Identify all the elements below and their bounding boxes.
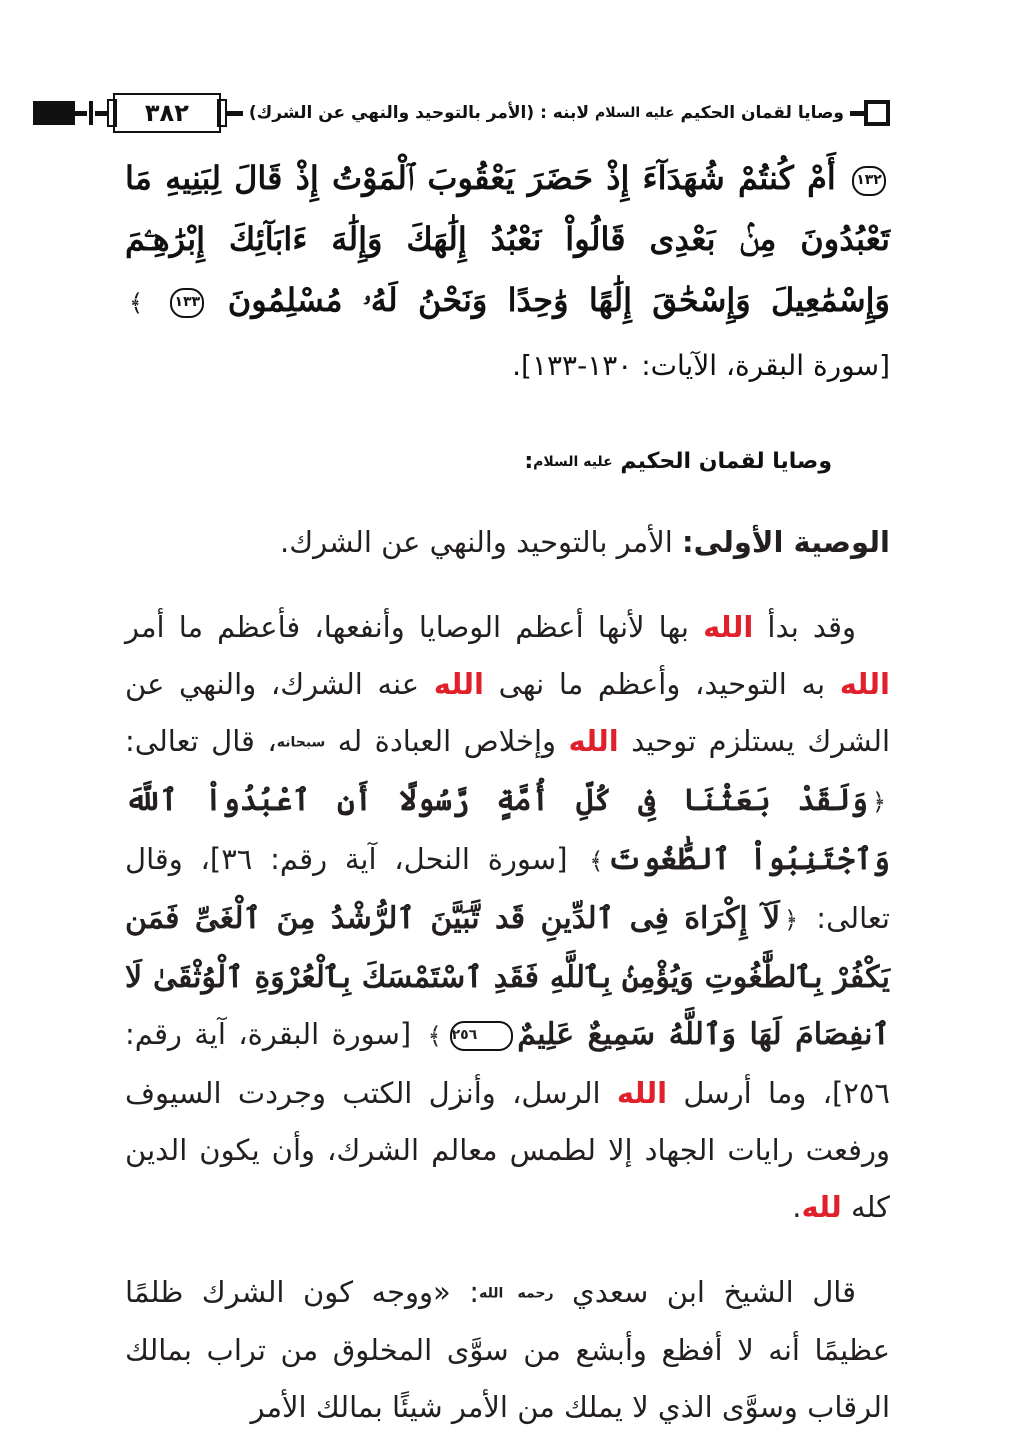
quran-bracket-close: ﴾ — [589, 847, 603, 875]
text-run: . — [792, 1190, 801, 1224]
text-run: وقد بدأ — [753, 610, 856, 644]
paragraph-ibn-saadi-quote — [125, 1264, 890, 1436]
text-run: ، قال تعالى: — [125, 724, 277, 758]
surah-reference: [سورة النحل، آية رقم: ٣٦]، وقال تعالى: — [125, 842, 890, 935]
header-rule — [225, 111, 243, 116]
divine-name: الله — [434, 667, 484, 701]
divine-name: لله — [801, 1190, 841, 1224]
section-heading-text: وصايا لقمان الحكيم — [620, 449, 832, 474]
page-number: ٣٨٢ — [145, 99, 189, 127]
surah-reference: [سورة البقرة، الآيات: ١٣٠-١٣٣]. — [512, 349, 890, 382]
section-heading — [125, 442, 890, 482]
page-header — [125, 88, 890, 138]
advice-label: الوصية الأولى: — [682, 525, 890, 559]
verse-number-132: ١٣٢ — [852, 166, 886, 196]
header-ornament-open-box — [864, 100, 890, 126]
verse-number-133: ١٣٣ — [170, 288, 204, 318]
text-run: قال الشيخ ابن سعدي — [554, 1275, 856, 1309]
text-run: : «ووجه كون الشرك ظلمًا عظيمًا أنه لا أفظع وأبشع من سوَّى المخلوق من تراب بمالك الرقاب وسوَّى الذي لا يملك من الأمر شيئًا بمالك الأمر — [125, 1275, 890, 1425]
honorific-rahimahullah: رحمه الله — [479, 1285, 553, 1301]
running-title-main: وصايا لقمان الحكيم — [680, 103, 844, 123]
divine-name: الله — [617, 1076, 667, 1110]
page-number-frame — [113, 93, 221, 133]
paragraph-first-advice — [125, 514, 890, 571]
section-heading-honorific: عليه السلام — [533, 454, 613, 470]
verse-number-256: ٢٥٦ — [450, 1021, 514, 1051]
honorific-subhanahu: سبحانه — [277, 735, 326, 751]
divine-name: الله — [568, 724, 618, 758]
divine-name: الله — [840, 667, 890, 701]
running-title — [243, 103, 850, 123]
quran-bracket-open: ﴿ — [872, 788, 886, 816]
running-title-honorific: عليه السلام — [595, 105, 675, 121]
header-ornament-stub — [89, 101, 93, 125]
paragraph-tawhid — [125, 599, 890, 1236]
text-run: وإخلاص العبادة له — [325, 724, 568, 758]
quran-verse-block — [125, 148, 890, 396]
text-run: عنه الشرك، والنهي عن الشرك يستلزم توحيد — [125, 667, 890, 758]
quran-bracket-close: ﴾ — [129, 289, 143, 317]
text-run: بها لأنها أعظم الوصايا وأنفعها، فأعظم ما أمر — [125, 610, 703, 644]
text-run: الرسل، وأنزل الكتب وجردت السيوف ورفعت رايات الجهاد إلا لطمس معالم الشرك، وأن يكون الدين كله — [125, 1076, 890, 1224]
advice-text: الأمر بالتوحيد والنهي عن الشرك. — [280, 525, 682, 559]
running-title-rest: لابنه : (الأمر بالتوحيد والنهي عن الشرك) — [249, 103, 589, 123]
quran-text: أَمْ كُنتُمْ شُهَدَآءَ إِذْ حَضَرَ يَعْقُوبَ ٱلْمَوْتُ إِذْ قَالَ لِبَنِيهِ مَا تَعْبُدُونَ مِنۢ بَعْدِى قَالُواْ نَعْبُدُ إِلَٰهَكَ وَإِلَٰهَ ءَابَآئِكَ إِبْرَٰهِـۧمَ وَإِسْمَٰعِيلَ وَإِسْحَٰقَ إِلَٰهًا وَٰحِدًا وَنَحْنُ لَهُۥ مُسْلِمُونَ — [125, 159, 890, 319]
quran-quote-nahl-36: وَلَقَدْ بَعَثْنَا فِى كُلِّ أُمَّةٍ رَّسُولًا أَنِ ٱعْبُدُواْ ٱللَّهَ وَٱجْتَنِبُواْ ٱلطَّٰغُوتَ — [125, 783, 890, 877]
header-rule — [75, 111, 87, 116]
text-run: به التوحيد، وأعظم ما نهى — [484, 667, 840, 701]
header-ornament-filled-box — [33, 101, 75, 125]
quran-bracket-close: ﴾ — [428, 1022, 442, 1050]
surah-reference: [سورة البقرة، آية رقم: ٢٥٦]، وما أرسل — [125, 1017, 890, 1110]
section-heading-colon: : — [524, 449, 533, 474]
quran-bracket-open: ﴿ — [784, 906, 798, 934]
page — [125, 88, 890, 1436]
divine-name: الله — [703, 610, 753, 644]
quran-quote-baqarah-256: لَآ إِكْرَاهَ فِى ٱلدِّينِ قَد تَّبَيَّنَ ٱلرُّشْدُ مِنَ ٱلْغَىِّ فَمَن يَكْفُرْ بِٱلطَّٰغُوتِ وَيُؤْمِنۢ بِٱللَّهِ فَقَدِ ٱسْتَمْسَكَ بِٱلْعُرْوَةِ ٱلْوُثْقَىٰ لَا ٱنفِصَامَ لَهَا وَٱللَّهُ سَمِيعٌ عَلِيمٌ — [125, 901, 890, 1052]
header-rule — [850, 111, 864, 116]
